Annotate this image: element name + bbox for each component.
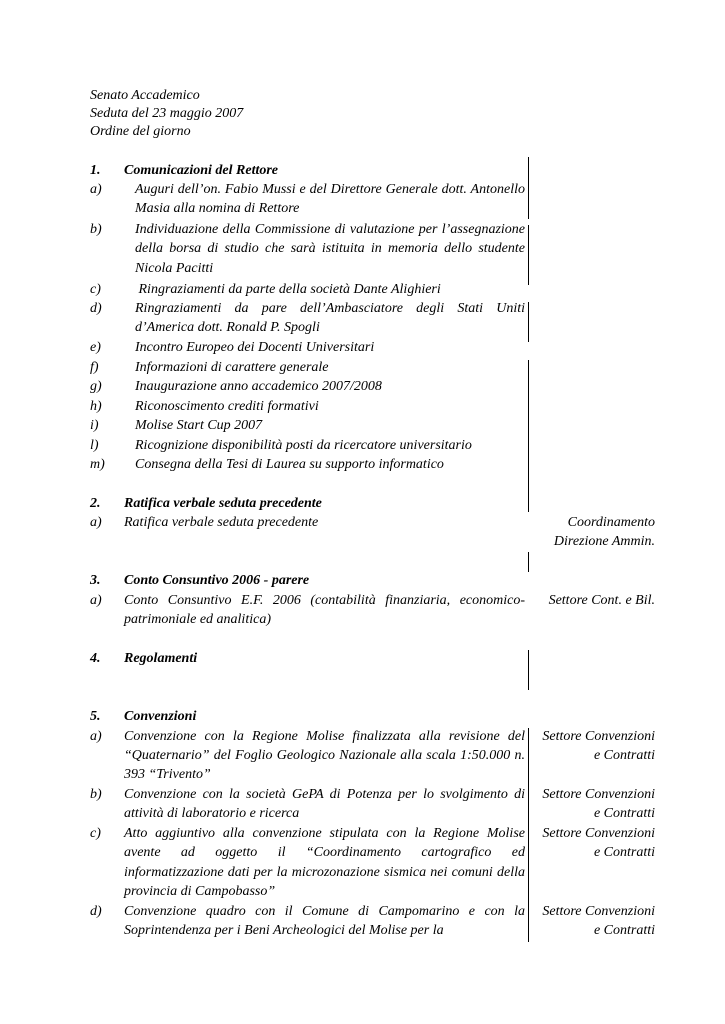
document-header xyxy=(90,87,243,141)
section-number: 1. xyxy=(90,163,101,178)
item-text: Auguri dell’on. Fabio Mussi e del Direttore Generale dott. Antonello Masia alla nomina di Rettore xyxy=(135,182,525,217)
item-label: c) xyxy=(90,282,101,297)
section-number: 3. xyxy=(90,573,101,588)
item-text: Ringraziamenti da pare dell’Ambasciatore degli Stati Uniti d’America dott. Ronald P. Spogli xyxy=(135,301,525,336)
item-label: a) xyxy=(90,515,102,530)
section-number: 4. xyxy=(90,650,101,666)
item-text: Riconoscimento crediti formativi xyxy=(135,398,319,414)
item-text: Consegna della Tesi di Laurea su supporto informatico xyxy=(135,457,444,472)
item-label: i) xyxy=(90,418,99,433)
item-label: a) xyxy=(90,728,102,744)
item-text: Convenzione quadro con il Comune di Campomarino e con la Soprintendenza per i Beni Archeologici del Molise per la xyxy=(124,904,525,939)
item-text: Ratifica verbale seduta precedente xyxy=(124,515,319,530)
agenda-list xyxy=(90,161,670,941)
section-title: Convenzioni xyxy=(124,709,197,724)
agenda-item-1c xyxy=(90,280,670,299)
item-label: c) xyxy=(90,826,101,841)
agenda-item-1l xyxy=(90,436,670,456)
item-text: Ringraziamenti da parte della società Dante Alighieri xyxy=(135,282,441,297)
section-title: Comunicazioni del Rettore xyxy=(124,163,279,178)
agenda-item-5b xyxy=(90,785,670,824)
section-number: 5. xyxy=(90,709,101,724)
item-label: a) xyxy=(90,182,102,197)
section-title: Ratifica verbale seduta precedente xyxy=(124,495,322,511)
agenda-item-3a xyxy=(90,591,670,630)
office-line: Settore Convenzioni xyxy=(542,826,655,841)
column-divider xyxy=(528,360,529,482)
item-label: g) xyxy=(90,379,102,394)
column-divider xyxy=(528,728,529,942)
item-label: b) xyxy=(90,787,102,802)
column-divider xyxy=(528,650,529,690)
office-line: e Contratti xyxy=(593,923,655,939)
responsible-office xyxy=(530,824,655,863)
agenda-item-1h xyxy=(90,397,670,417)
column-divider xyxy=(528,225,529,285)
item-label: l) xyxy=(90,437,99,453)
header-agenda-title: Ordine del giorno xyxy=(90,124,191,139)
section-3-heading xyxy=(90,571,670,591)
item-text: Informazioni di carattere generale xyxy=(135,359,329,375)
office-line: Direzione Ammin. xyxy=(553,534,655,550)
office-line: e Contratti xyxy=(593,845,655,861)
section-2-heading xyxy=(90,494,670,514)
agenda-item-1f xyxy=(90,358,670,378)
agenda-item-5d xyxy=(90,902,670,941)
office-line: Coordinamento xyxy=(567,515,655,530)
agenda-item-5a xyxy=(90,727,670,786)
item-label: d) xyxy=(90,301,102,316)
agenda-item-1e xyxy=(90,338,670,358)
office-line: e Contratti xyxy=(593,806,655,822)
responsible-office xyxy=(530,513,655,552)
item-text: Incontro Europeo dei Docenti Universitari xyxy=(135,340,375,355)
header-institution: Senato Accademico xyxy=(90,88,200,103)
office-line: Settore Cont. e Bil. xyxy=(548,592,655,608)
agenda-item-2a xyxy=(90,513,670,552)
agenda-item-1d xyxy=(90,299,670,338)
agenda-item-1a xyxy=(90,180,670,220)
item-label: e) xyxy=(90,340,101,355)
column-divider xyxy=(528,552,529,572)
responsible-office xyxy=(530,785,655,824)
agenda-item-1i xyxy=(90,416,670,436)
agenda-item-1m xyxy=(90,455,670,475)
agenda-item-1b xyxy=(90,220,670,280)
header-session-date: Seduta del 23 maggio 2007 xyxy=(90,106,244,121)
office-line: e Contratti xyxy=(593,747,655,763)
section-number: 2. xyxy=(90,495,101,511)
item-text: Individuazione della Commissione di valutazione per l’assegnazione della borsa di studio che sarà istituita in memoria dello studente Nicola Pacitti xyxy=(135,222,525,276)
section-title: Conto Consuntivo 2006 - parere xyxy=(124,573,310,588)
agenda-item-1g xyxy=(90,377,670,397)
item-text: Ricognizione disponibilità posti da ricercatore universitario xyxy=(135,437,472,453)
item-text: Inaugurazione anno accademico 2007/2008 xyxy=(135,379,382,394)
responsible-office xyxy=(530,591,655,610)
item-label: a) xyxy=(90,592,102,608)
item-label: d) xyxy=(90,904,102,919)
office-line: Settore Convenzioni xyxy=(542,904,655,919)
item-label: h) xyxy=(90,398,102,414)
section-1-heading xyxy=(90,161,670,180)
item-text: Molise Start Cup 2007 xyxy=(135,418,263,433)
item-label: m) xyxy=(90,457,105,472)
column-divider xyxy=(528,476,529,512)
office-line: Settore Convenzioni xyxy=(542,728,655,744)
column-divider xyxy=(528,157,529,219)
section-title: Regolamenti xyxy=(124,650,198,666)
item-label: f) xyxy=(90,359,99,375)
responsible-office xyxy=(530,902,655,941)
office-line: Settore Convenzioni xyxy=(542,787,655,802)
column-divider xyxy=(528,302,529,342)
item-text: Atto aggiuntivo alla convenzione stipulata con la Regione Molise avente ad oggetto il “Coordinamento cartografico ed informatizzazione dati per la microzonazione sismica nei comuni della provincia di Campobasso” xyxy=(124,826,525,900)
item-label: b) xyxy=(90,222,102,237)
item-text: Convenzione con la Regione Molise finalizzata alla revisione del “Quaternario” del Foglio Geologico Nazionale alla scala 1:50.000 n. 393 “Trivento” xyxy=(124,728,525,783)
item-text: Convenzione con la società GePA di Potenza per lo svolgimento di attività di laboratorio e ricerca xyxy=(124,787,525,822)
item-text: Conto Consuntivo E.F. 2006 (contabilità finanziaria, economico-patrimoniale ed analitica) xyxy=(124,592,525,627)
responsible-office xyxy=(530,727,655,766)
agenda-item-5c xyxy=(90,824,670,902)
section-4-heading xyxy=(90,649,670,669)
section-5-heading xyxy=(90,707,670,727)
